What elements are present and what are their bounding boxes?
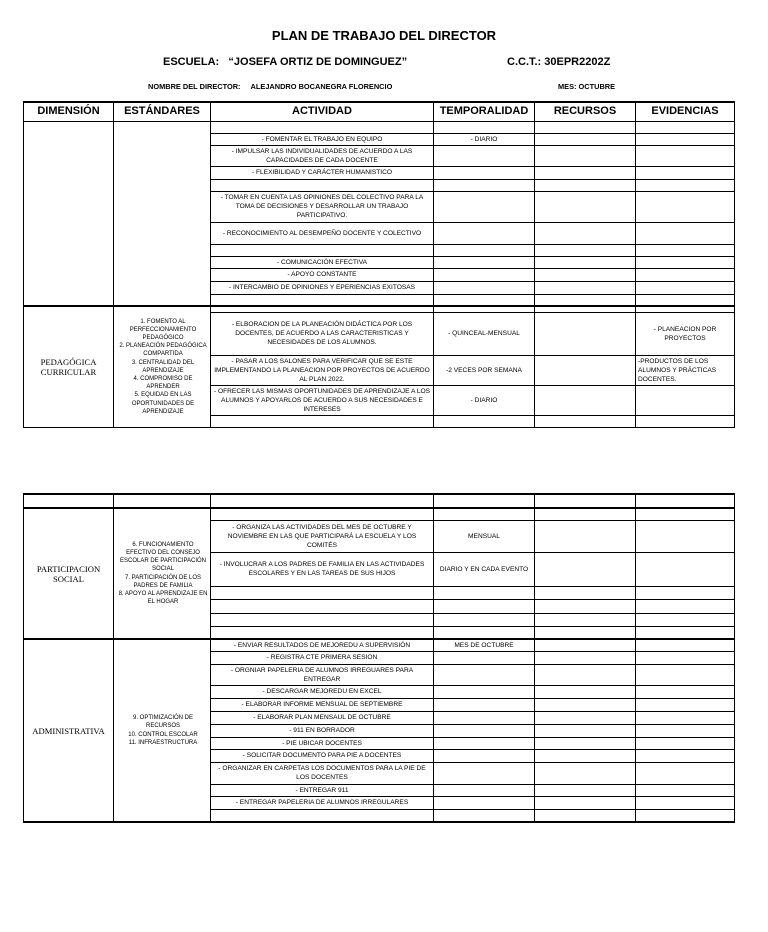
activity-cell: - ORGNIAR PAPELERIA DE ALUMNOS IRREGUARES PARA ENTREGAR xyxy=(211,664,434,685)
period-cell: - DIARIO xyxy=(434,385,535,415)
plan-table-bottom xyxy=(23,493,735,823)
estandar-item: 10. CONTROL ESCOLAR xyxy=(128,731,198,738)
period-cell xyxy=(434,664,535,685)
activity-cell: - OFRECER LAS MISMAS OPORTUNIDADES DE APRENDIZAJE A LOS ALUMNOS Y APOYARLOS DE ACUERDO A SUS NECESIDADES E INTERESES xyxy=(211,385,434,415)
activity-cell: - ENTREGAR 911 xyxy=(211,784,434,796)
estandar-item: 11. INFRAESTRUCTURA xyxy=(128,739,198,746)
activity-cell: - RECONOCIMIENTO AL DESEMPEÑO DOCENTE Y COLECTIVO xyxy=(211,222,434,244)
estandar-item: 4. COMPROMISO DE APRENDER xyxy=(133,375,193,391)
dimension-participacion: PARTICIPACION SOCIAL xyxy=(24,508,114,639)
activity-cell: - TOMAR EN CUENTA LAS OPINIONES DEL COLECTIVO PARA LA TOMA DE DECISIONES Y DESARROLLAR UN TRABAJO PARTICIPATIVO. xyxy=(211,191,434,222)
header-dimension: DIMENSIÓN xyxy=(24,102,114,121)
estandar-item: 5. EQUIDAD EN LAS OPORTUNIDADES DE APRENDIZAJE xyxy=(131,392,195,415)
estandar-item: 7. PARTICIPACIÓN DE LOS PADRES DE FAMILIA xyxy=(124,574,202,589)
activity-cell: - INVOLUCRAR A LOS PADRES DE FAMILIA EN LAS ACTIVIDADES ESCOLARES Y EN LAS TAREAS DE SUS HIJOS xyxy=(211,552,434,586)
estandar-item: 2. PLANEACIÓN PEDAGÓGICA COMPARTIDA xyxy=(119,343,207,358)
period-cell xyxy=(434,191,535,222)
period-cell: DIARIO Y EN CADA EVENTO xyxy=(434,552,535,586)
activity-cell: - INTERCAMBIO DE OPINIONES Y EPERIENCIAS EXITOSAS xyxy=(211,281,434,294)
dimension-administrativa: ADMINISTRATIVA xyxy=(24,639,114,822)
period-cell xyxy=(434,281,535,294)
period-cell xyxy=(434,762,535,784)
period-cell: - QUINCEAL-MENSUAL xyxy=(434,312,535,355)
period-cell xyxy=(434,698,535,711)
header-estandares: ESTÁNDARES xyxy=(114,102,211,121)
period-cell xyxy=(434,685,535,698)
evidence-cell: - PLANEACION POR PROYECTOS xyxy=(636,312,735,355)
school-label: ESCUELA: xyxy=(163,56,220,68)
period-cell xyxy=(434,244,535,256)
activity-cell xyxy=(211,179,434,191)
activity-cell xyxy=(211,244,434,256)
period-cell xyxy=(434,796,535,809)
period-cell: MES DE OCTUBRE xyxy=(434,639,535,651)
period-cell xyxy=(434,711,535,724)
activity-cell: - SOLICITAR DOCUMENTO PARA PIE A DOCENTES xyxy=(211,749,434,762)
activity-cell: - FLEXIBILIDAD Y CARÁCTER HUMANISTICO xyxy=(211,166,434,179)
header-evidencias: EVIDENCIAS xyxy=(636,102,735,121)
estandares-cell-empty xyxy=(114,121,211,306)
table-row xyxy=(24,121,735,133)
plan-table-top xyxy=(23,101,735,428)
activity-cell: - IMPULSAR LAS INDIVIDUALIDADES DE ACUERDO A LAS CAPACIDADES DE CADA DOCENTE xyxy=(211,145,434,166)
activity-cell: - ELABORAR INFORME MENSUAL DE SEPTIEMBRE xyxy=(211,698,434,711)
period-cell xyxy=(434,784,535,796)
header-temporalidad: TEMPORALIDAD xyxy=(434,102,535,121)
table-header-row xyxy=(24,102,735,121)
activity-cell: - 911 EN BORRADOR xyxy=(211,724,434,737)
activity-cell: - ENVIAR RESULTADOS DE MEJOREDU A SUPERVISIÓN xyxy=(211,639,434,651)
period-cell xyxy=(434,651,535,664)
estandar-item: 3. CENTRALIDAD DEL APRENDIZAJE xyxy=(131,359,195,374)
period-cell: -2 VECES POR SEMANA xyxy=(434,355,535,385)
director-label: NOMBRE DEL DIRECTOR: xyxy=(148,82,241,91)
period-cell xyxy=(434,166,535,179)
director-name: ALEJANDRO BOCANEGRA FLORENCIO xyxy=(250,82,393,91)
estandares-participacion xyxy=(114,508,211,639)
page-title: PLAN DE TRABAJO DEL DIRECTOR xyxy=(271,28,497,43)
estandar-item: 8. APOYO AL APRENDIZAJE EN EL HOGAR xyxy=(118,590,208,606)
period-cell xyxy=(434,222,535,244)
activity-cell: - PIE UBICAR DOCENTES xyxy=(211,737,434,749)
estandar-item: 1. FOMENTO AL PERFECCIONAMIENTO PEDAGÓGICO xyxy=(129,318,197,341)
activity-cell: - DESCARGAR MEJOREDU EN EXCEL xyxy=(211,685,434,698)
evidence-cell: -PRODUCTOS DE LOS ALUMNOS Y PRÁCTICAS DOCENTES. xyxy=(636,355,735,385)
activity-cell: - PASAR A LOS SALONES PARA VERIFICAR QUE SE ESTE IMPLEMENTANDO LA PLANEACION POR PROYECTOS DE ACUERDO AL PLAN 2022. xyxy=(211,355,434,385)
period-cell xyxy=(434,179,535,191)
table-row xyxy=(24,508,735,520)
period-cell: MENSUAL xyxy=(434,520,535,552)
activity-cell: - APOYO CONSTANTE xyxy=(211,268,434,281)
activity-cell: - ENTREGAR PAPELERIA DE ALUMNOS IRREGULARES xyxy=(211,796,434,809)
table-row xyxy=(24,494,735,508)
activity-cell: - ORGANIZAR EN CARPETAS LOS DOCUMENTOS PARA LA PIE DE LOS DOCENTES xyxy=(211,762,434,784)
header-recursos: RECURSOS xyxy=(535,102,636,121)
resources-cell xyxy=(535,385,636,415)
table-row xyxy=(24,639,735,651)
estandar-item: 6. FUNCIONAMIENTO EFECTIVO DEL CONSEJO ESCOLAR DE PARTICIPACIÓN SOCIAL xyxy=(119,541,207,573)
estandares-pedagogica xyxy=(114,306,211,427)
activity-cell: - ELABORAR PLAN MENSAUL DE OCTUBRE xyxy=(211,711,434,724)
period-cell xyxy=(434,256,535,268)
period-cell xyxy=(434,737,535,749)
evidence-cell xyxy=(636,385,735,415)
period-cell: - DIARIO xyxy=(434,133,535,145)
period-cell xyxy=(434,724,535,737)
dimension-cell-empty xyxy=(24,121,114,306)
estandar-item: 9. OPTIMIZACIÓN DE RECURSOS xyxy=(132,715,193,730)
school-line xyxy=(163,56,407,68)
period-cell xyxy=(434,268,535,281)
school-code: C.C.T.: 30EPR2202Z xyxy=(507,56,611,68)
resources-cell xyxy=(535,355,636,385)
director-line xyxy=(148,82,392,91)
header-actividad: ACTIVIDAD xyxy=(211,102,434,121)
activity-cell: - REGISTRA CTE PRIMERA SESION xyxy=(211,651,434,664)
activity-cell: - ORGANIZA LAS ACTIVIDADES DEL MES DE OCTUBRE Y NOVIEMBRE EN LAS QUE PARTICIPARÁ LA ESCUELA Y LOS COMITÉS xyxy=(211,520,434,552)
school-name: “JOSEFA ORTIZ DE DOMINGUEZ” xyxy=(228,56,408,68)
dimension-pedagogica: PEDAGÓGICA CURRICULAR xyxy=(24,306,114,427)
activity-cell: - FOMENTAR EL TRABAJO EN EQUIPO xyxy=(211,133,434,145)
resources-cell xyxy=(535,312,636,355)
period-cell xyxy=(434,145,535,166)
estandares-administrativa xyxy=(114,639,211,822)
activity-cell: - ELBORACION DE LA PLANEACIÓN DIDÁCTICA POR LOS DOCENTES, DE ACUERDO A LAS CARACTERISTICAS Y NECESIDADES DE LOS ALUMNOS. xyxy=(211,312,434,355)
activity-cell: - COMUNICACIÓN EFECTIVA xyxy=(211,256,434,268)
period-cell xyxy=(434,749,535,762)
month-label: MES: OCTUBRE xyxy=(558,82,616,91)
